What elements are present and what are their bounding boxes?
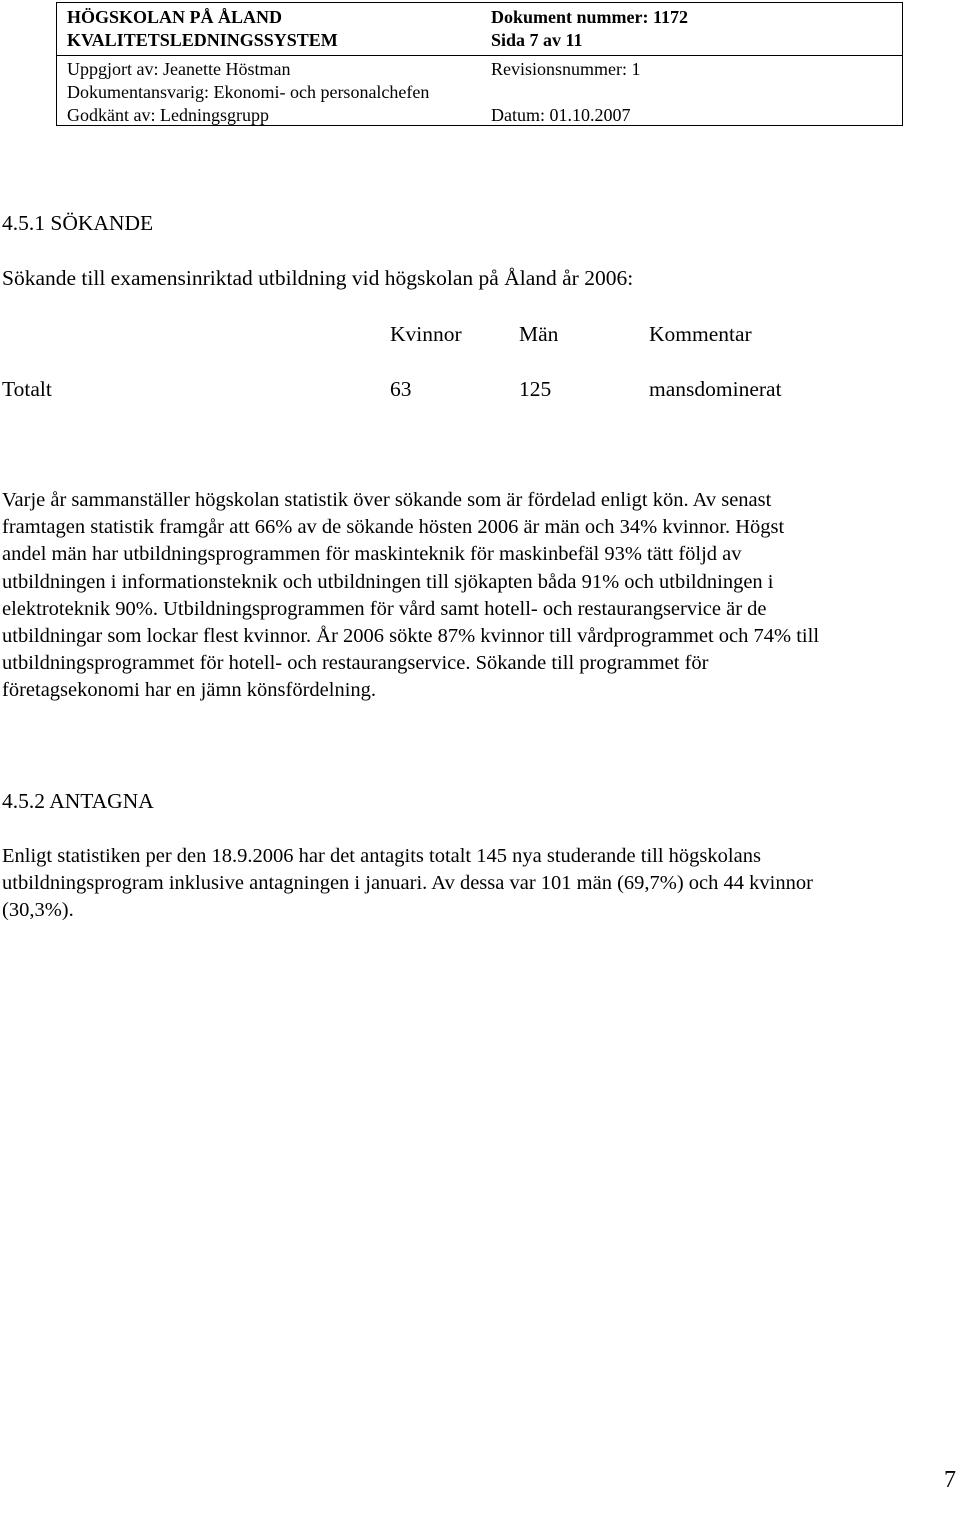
row-label-total: Totalt: [2, 377, 52, 401]
section-intro: Sökande till examensinriktad utbildning vid högskolan på Åland år 2006:: [2, 266, 634, 290]
approval-date: Datum: 01.10.2007: [491, 105, 631, 125]
document-number: Dokument nummer: 1172: [491, 7, 688, 27]
applicants-paragraph: [2, 487, 957, 705]
column-header-women: Kvinnor: [390, 322, 462, 346]
paragraph-line: Enligt statistiken per den 18.9.2006 har det antagits totalt 145 nya studerande till högskolans: [2, 845, 761, 867]
cell-men-total: 125: [519, 377, 552, 401]
cell-comment-total: mansdominerat: [649, 377, 782, 401]
approved-by: Godkänt av: Ledningsgrupp: [67, 105, 269, 125]
institution-name: HÖGSKOLAN PÅ ÅLAND: [67, 7, 283, 27]
paragraph-line: utbildningen i informationsteknik och utbildningen till sjökapten båda 91% och utbildningen i: [2, 570, 774, 593]
paragraph-line: (30,3%).: [2, 899, 74, 922]
page-number: 7: [944, 1467, 956, 1493]
document-header: [56, 2, 903, 126]
paragraph-line: utbildningsprogrammet för hotell- och restaurangservice. Sökande till programmet för: [2, 652, 709, 675]
column-header-men: Män: [519, 322, 559, 346]
section-heading-sokande: 4.5.1 SÖKANDE: [2, 211, 154, 235]
paragraph-line: utbildningsprogram inklusive antagningen i januari. Av dessa var 101 män (69,7%) och 44 kvinnor: [2, 872, 813, 895]
cell-women-total: 63: [390, 377, 412, 401]
revision-number: Revisionsnummer: 1: [491, 59, 641, 79]
section-heading-antagna: 4.5.2 ANTAGNA: [2, 789, 154, 813]
prepared-by: Uppgjort av: Jeanette Höstman: [67, 59, 291, 79]
paragraph-line: framtagen statistik framgår att 66% av de sökande hösten 2006 är män och 34% kvinnor. Högst: [2, 516, 785, 539]
column-header-comment: Kommentar: [649, 322, 752, 346]
document-responsible: Dokumentansvarig: Ekonomi- och personalchefen: [67, 82, 430, 102]
header-divider: [57, 55, 902, 56]
system-name: KVALITETSLEDNINGSSYSTEM: [67, 30, 338, 50]
paragraph-line: företagsekonomi har en jämn könsfördelning.: [2, 679, 377, 702]
paragraph-line: Varje år sammanställer högskolan statistik över sökande som är fördelad enligt kön. Av senast: [2, 489, 772, 511]
admitted-paragraph: [2, 843, 957, 925]
paragraph-line: andel män har utbildningsprogrammen för maskinteknik för maskinbefäl 93% tätt följd av: [2, 543, 742, 566]
paragraph-line: elektroteknik 90%. Utbildningsprogrammen för vård samt hotell- och restaurangservice är de: [2, 597, 767, 620]
page-indicator: Sida 7 av 11: [491, 30, 583, 50]
paragraph-line: utbildningar som lockar flest kvinnor. År 2006 sökte 87% kvinnor till vårdprogrammet och 74% till: [2, 625, 820, 648]
